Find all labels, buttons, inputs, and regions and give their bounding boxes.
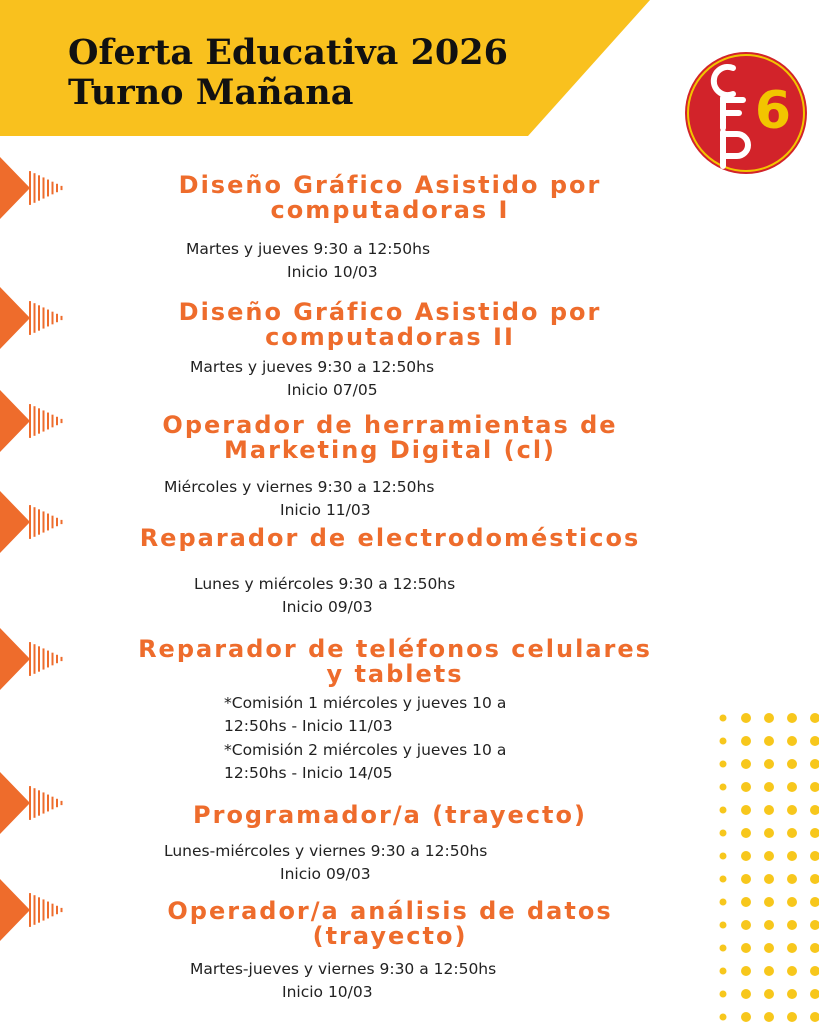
course-start-date: Inicio 07/05 [287,381,378,399]
decorative-dot [810,943,819,953]
decorative-dot [787,920,797,930]
decorative-dot [787,874,797,884]
course-schedule: Lunes-miércoles y viernes 9:30 a 12:50hs [164,842,488,860]
decorative-dot [720,807,727,814]
decorative-dot [720,991,727,998]
commission-line: 12:50hs - Inicio 14/05 [224,764,393,782]
decorative-dot [810,828,819,838]
decorative-dot [764,851,774,861]
decorative-dot [741,759,751,769]
arrow-icon [0,283,66,353]
decorative-dot [810,713,819,723]
decorative-dot [787,897,797,907]
arrow-icon [0,768,66,838]
decorative-dot [764,966,774,976]
decorative-dot [764,897,774,907]
decorative-dot [764,989,774,999]
course-schedule: Martes y jueves 9:30 a 12:50hs [186,240,431,258]
decorative-dot [741,805,751,815]
arrow-icon [0,153,66,223]
course-title: Diseño Gráfico Asistido por computadoras II [178,298,602,351]
decorative-dot [764,782,774,792]
decorative-dot [741,736,751,746]
course-start-date: Inicio 10/03 [282,983,373,1001]
decorative-dot [764,713,774,723]
decorative-dot [720,853,727,860]
decorative-dot [741,920,751,930]
course-title: Reparador de teléfonos celulares y tablets [138,635,652,688]
decorative-dot [787,782,797,792]
decorative-dot [720,876,727,883]
decorative-dot [764,943,774,953]
decorative-dot [720,1014,727,1021]
decorative-dot [810,759,819,769]
decorative-dot [741,713,751,723]
decorative-dot [787,989,797,999]
course-title: Diseño Gráfico Asistido por computadoras I [178,171,602,224]
decorative-dot [764,759,774,769]
decorative-dot [787,1012,797,1022]
decorative-dot [787,805,797,815]
decorative-dot [741,851,751,861]
decorative-dot [764,1012,774,1022]
decorative-dot [787,828,797,838]
course-title: Programador/a (trayecto) [193,801,587,829]
decorative-dot [720,784,727,791]
decorative-dot [764,828,774,838]
decorative-dot [787,736,797,746]
decorative-dot [764,874,774,884]
course-start-date: Inicio 09/03 [282,598,373,616]
decorative-dot [764,805,774,815]
course-schedule: Martes y jueves 9:30 a 12:50hs [190,358,435,376]
course-schedule: Martes-jueves y viernes 9:30 a 12:50hs [190,960,497,978]
decorative-dot [741,874,751,884]
commission-line: *Comisión 1 miércoles y jueves 10 a [224,694,507,712]
decorative-dot [810,782,819,792]
course-schedule: Miércoles y viernes 9:30 a 12:50hs [164,478,435,496]
decorative-dot-grid [718,712,819,1024]
decorative-dot [810,1012,819,1022]
arrow-icon [0,487,66,557]
course-title: Operador de herramientas de Marketing Digital (cl) [162,411,618,464]
decorative-dot [720,899,727,906]
page-title-line-1: Oferta Educativa 2026 [68,32,508,73]
decorative-dot [787,943,797,953]
decorative-dot [810,920,819,930]
decorative-dot [787,851,797,861]
arrow-icon [0,386,66,456]
decorative-dot [741,943,751,953]
decorative-dot [787,759,797,769]
decorative-dot [810,805,819,815]
arrow-icon [0,624,66,694]
arrow-icon [0,875,66,945]
page-title-line-2: Turno Mañana [68,72,354,113]
decorative-dot [741,828,751,838]
decorative-dot [787,966,797,976]
decorative-dot [741,966,751,976]
decorative-dot [720,738,727,745]
commission-line: *Comisión 2 miércoles y jueves 10 a [224,741,507,759]
decorative-dot [741,897,751,907]
decorative-dot [810,966,819,976]
decorative-dot [741,782,751,792]
decorative-dot [720,715,727,722]
decorative-dot [764,920,774,930]
decorative-dot [720,922,727,929]
course-start-date: Inicio 10/03 [287,263,378,281]
commission-line: 12:50hs - Inicio 11/03 [224,717,393,735]
svg-text:6: 6 [754,81,792,141]
decorative-dot [720,830,727,837]
decorative-dot [720,968,727,975]
decorative-dot [787,713,797,723]
decorative-dot [810,851,819,861]
course-schedule: Lunes y miércoles 9:30 a 12:50hs [194,575,456,593]
decorative-dot [741,1012,751,1022]
decorative-dot [810,874,819,884]
decorative-dot [764,736,774,746]
decorative-dot [810,897,819,907]
course-title: Operador/a análisis de datos (trayecto) [167,897,613,950]
course-title: Reparador de electrodomésticos [139,524,641,552]
course-start-date: Inicio 11/03 [280,501,371,519]
course-start-date: Inicio 09/03 [280,865,371,883]
decorative-dot [741,989,751,999]
decorative-dot [720,761,727,768]
decorative-dot [720,945,727,952]
decorative-dot [810,989,819,999]
cfp-6-logo [683,50,809,176]
decorative-dot [810,736,819,746]
